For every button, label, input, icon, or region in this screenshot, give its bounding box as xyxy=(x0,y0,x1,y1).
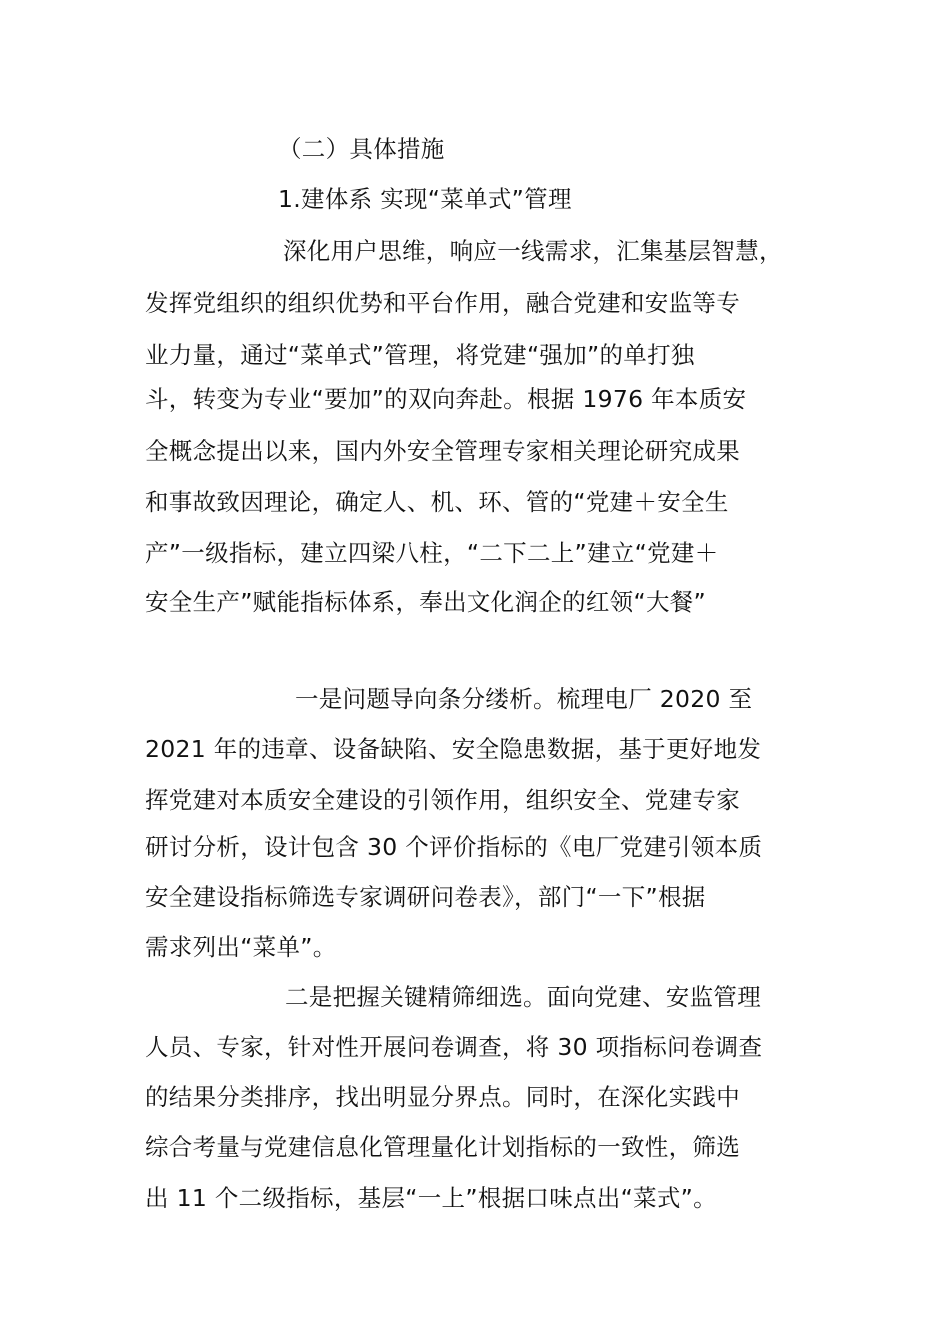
paragraph-1-line: 斗，转变为专业“要加”的双向奔赴。根据 1976 年本质安 xyxy=(145,385,747,413)
paragraph-1-line: 业力量，通过“菜单式”管理，将党建“强加”的单打独 xyxy=(145,341,695,369)
paragraph-2-line: 2021 年的违章、设备缺陷、安全隐患数据，基于更好地发 xyxy=(145,735,762,763)
paragraph-3-line: 二是把握关键精筛细选。面向党建、安监管理 xyxy=(285,983,761,1011)
paragraph-1-line: 发挥党组织的组织优势和平台作用，融合党建和安监等专 xyxy=(145,289,740,317)
paragraph-2-line: 需求列出“菜单”。 xyxy=(145,933,337,961)
paragraph-3-line: 的结果分类排序，找出明显分界点。同时，在深化实践中 xyxy=(145,1083,740,1111)
section-heading: （二）具体措施 xyxy=(278,135,445,163)
paragraph-1-line: 产”一级指标，建立四梁八柱，“二下二上”建立“党建＋ xyxy=(145,539,719,567)
paragraph-2-line: 研讨分析，设计包含 30 个评价指标的《电厂党建引领本质 xyxy=(145,833,763,861)
paragraph-3-line: 综合考量与党建信息化管理量化计划指标的一致性，筛选 xyxy=(145,1133,740,1161)
paragraph-3-line: 出 11 个二级指标，基层“一上”根据口味点出“菜式”。 xyxy=(145,1184,717,1212)
paragraph-2-line: 一是问题导向条分缕析。梳理电厂 2020 至 xyxy=(295,685,753,713)
subsection-heading: 1.建体系 实现“菜单式”管理 xyxy=(278,185,572,213)
paragraph-1-line: 和事故致因理论，确定人、机、环、管的“党建＋安全生 xyxy=(145,488,729,516)
paragraph-3-line: 人员、专家，针对性开展问卷调查，将 30 项指标问卷调查 xyxy=(145,1033,763,1061)
paragraph-2-line: 挥党建对本质安全建设的引领作用，组织安全、党建专家 xyxy=(145,786,740,814)
paragraph-1-line: 安全生产”赋能指标体系，奉出文化润企的红领“大餐” xyxy=(145,588,707,616)
paragraph-1-line: 深化用户思维，响应一线需求，汇集基层智慧， xyxy=(283,237,783,265)
paragraph-2-line: 安全建设指标筛选专家调研问卷表》，部门“一下”根据 xyxy=(145,883,706,911)
paragraph-1-line: 全概念提出以来，国内外安全管理专家相关理论研究成果 xyxy=(145,437,740,465)
